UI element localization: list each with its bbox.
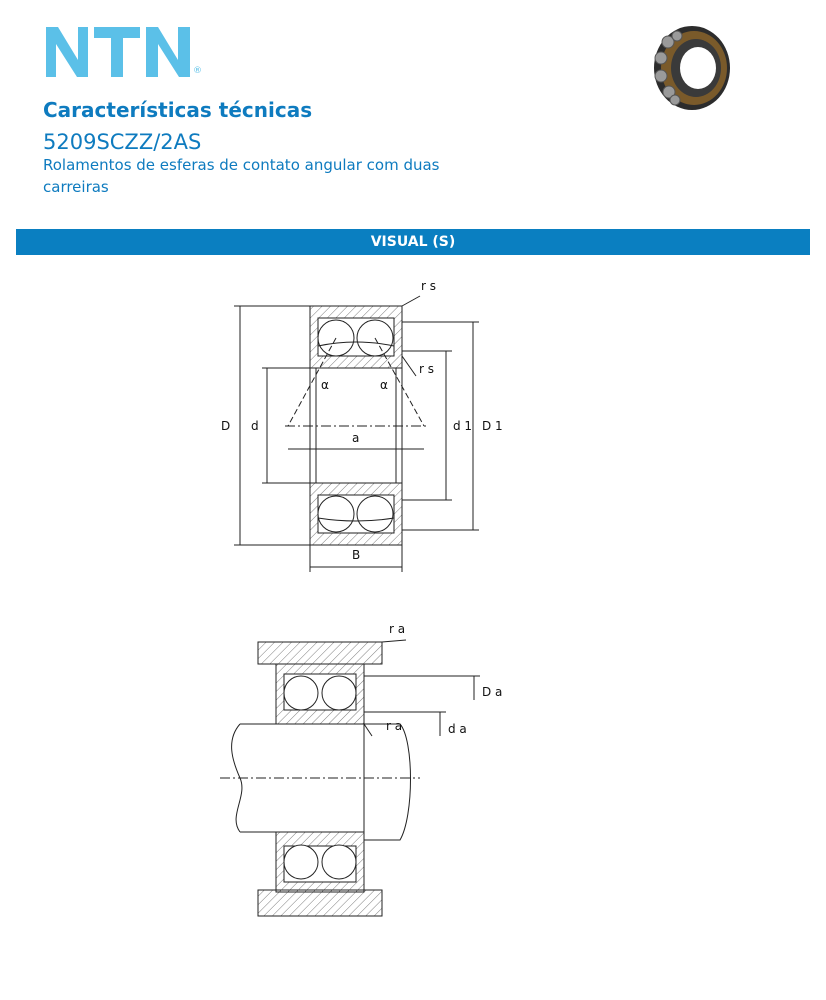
label-alpha-right: α — [380, 378, 388, 392]
label-a: a — [352, 431, 360, 445]
label-d1: d 1 — [453, 419, 473, 433]
label-rs-side: r s — [419, 362, 434, 376]
model-number: 5209SCZZ/2AS — [43, 130, 202, 154]
page-title: Características técnicas — [43, 98, 313, 122]
label-D1: D 1 — [482, 419, 503, 433]
label-B: B — [352, 548, 361, 562]
label-da: d a — [448, 722, 467, 736]
label-ra-inner: r a — [386, 719, 403, 733]
label-d: d — [251, 419, 259, 433]
product-description: Rolamentos de esferas de contato angular com duas carreiras — [43, 156, 440, 196]
registered-mark: ® — [193, 66, 202, 76]
label-Da: D a — [482, 685, 503, 699]
bearing-product-image — [644, 20, 736, 112]
ntn-logo — [44, 24, 209, 82]
label-ra-top: r a — [389, 622, 406, 636]
bearing-mounting-diagram — [0, 610, 826, 930]
bearing-dimension-diagram — [0, 270, 826, 590]
label-rs-top: r s — [421, 279, 436, 293]
label-D: D — [221, 419, 231, 433]
label-alpha-left: α — [321, 378, 329, 392]
section-header-visual: VISUAL (S) — [16, 229, 810, 255]
